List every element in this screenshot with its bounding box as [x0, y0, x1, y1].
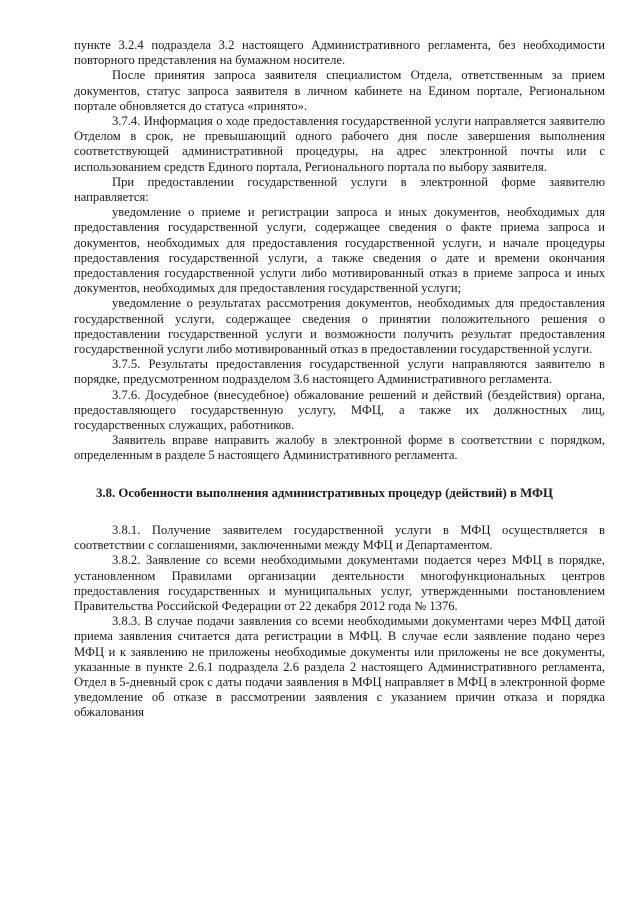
paragraph-notice-receipt: уведомление о приеме и регистрации запроса и иных документов, необходимых для предоставления государственной услуги, содержащее сведения о факте приема запроса и документов, необходимых для предоставления государственной услуги, и начале процедуры предоставления государственной услуги, а также сведения о дате и времени окончания предоставления государственной услуги либо мотивированный отказ в приеме запроса и иных документов, необходимых для предоставления государственной услуги; — [74, 205, 605, 296]
paragraph-electronic-form: При предоставлении государственной услуги в электронной форме заявителю направляется: — [74, 174, 605, 205]
section-heading: 3.8. Особенности выполнения административных процедур (действий) в МФЦ — [96, 485, 553, 500]
paragraph-complaint: Заявитель вправе направить жалобу в электронной форме в соответствии с порядком, определенным в разделе 5 настоящего Административного регламента. — [74, 433, 605, 463]
paragraph-3-7-6: 3.7.6. Досудебное (внесудебное) обжалование решений и действий (бездействия) органа, предоставляющего государственную услугу, МФЦ, а также их должностных лиц, государственных служащих, работников. — [74, 387, 605, 433]
paragraph-notice-results: уведомление о результатах рассмотрения документов, необходимых для предоставления государственной услуги, содержащее сведения о принятии положительного решения о предоставлении государственной услуги и возможности получить результат предоставления государственной услуги либо мотивированный отказ в предоставлении государственной услуги. — [74, 296, 605, 357]
paragraph-status-accepted: После принятия запроса заявителя специалистом Отдела, ответственным за прием документов, статус запроса заявителя в личном кабинете на Едином портале, Региональном портале обновляется до статуса «принято». — [74, 68, 605, 113]
paragraph-continuation: пункте 3.2.4 подраздела 3.2 настоящего Административного регламента, без необходимости повторного представления на бумажном носителе. — [74, 38, 605, 68]
paragraph-3-8-2: 3.8.2. Заявление со всеми необходимыми документами подается через МФЦ в порядке, установленном Правилами организации деятельности многофункциональных центров предоставления государственных и муниципальных услуг, утвержденными постановлением Правительства Российской Федерации от 22 декабря 2012 года № 1376. — [74, 553, 605, 613]
paragraph-3-7-4: 3.7.4. Информация о ходе предоставления государственной услуги направляется заявителю Отделом в срок, не превышающий одного рабочего дня после завершения выполнения соответствующей административной процедуры, на адрес электронной почты или с использованием средств Единого портала, Регионального портала по выбору заявителя. — [74, 114, 605, 174]
document-page — [74, 38, 605, 721]
paragraph-3-8-1: 3.8.1. Получение заявителем государственной услуги в МФЦ осуществляется в соответствии с соглашениями, заключенными между МФЦ и Департаментом. — [74, 522, 605, 553]
paragraph-3-8-3: 3.8.3. В случае подачи заявления со всеми необходимыми документами через МФЦ датой приема заявления считается дата регистрации в МФЦ. В случае если заявление подано через МФЦ и к заявлению не приложены необходимые документы или приложены не все документы, указанные в пункте 2.6.1 подраздела 2.6 раздела 2 настоящего Административного регламента, Отдел в 5-дневный срок с даты подачи заявления в МФЦ направляет в МФЦ в электронной форме уведомление об отказе в рассмотрении заявления с указанием причин отказа и порядка обжалования — [74, 614, 605, 720]
paragraph-3-7-5: 3.7.5. Результаты предоставления государственной услуги направляются заявителю в порядке, предусмотренном подразделом 3.6 настоящего Административного регламента. — [74, 357, 605, 387]
